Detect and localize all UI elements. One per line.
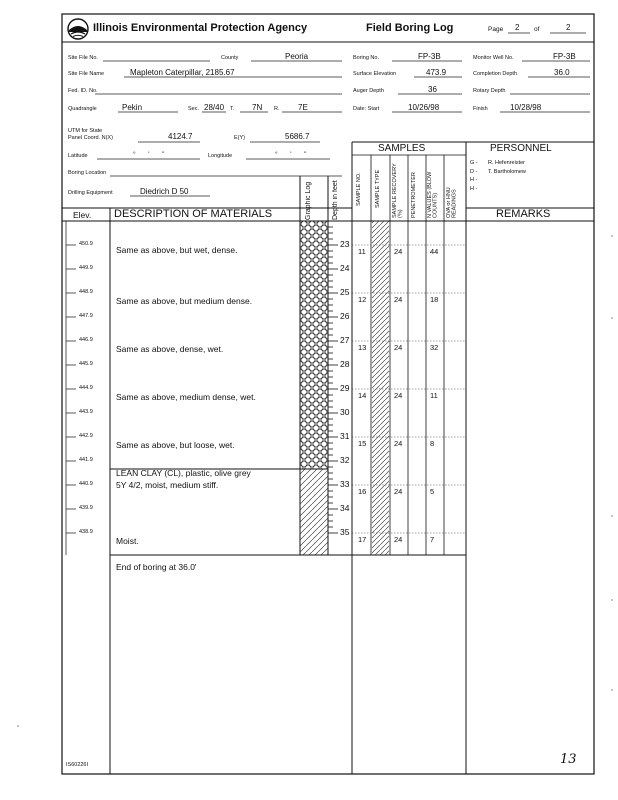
- r-value: 7E: [298, 103, 308, 112]
- elevation-label: 445.9: [79, 361, 93, 367]
- sample-number: 17: [358, 535, 367, 545]
- depth-label: 29: [340, 383, 350, 393]
- sec-value: 28/40: [204, 103, 225, 112]
- depth-label: 31: [340, 431, 350, 441]
- rotary-depth-label: Rotary Depth: [473, 88, 506, 94]
- longitude-degree-mark: ° ' ": [275, 151, 307, 158]
- depth-label: 35: [340, 527, 350, 537]
- n-values-header: N VALUES (BLOW COUNTS): [427, 171, 439, 218]
- personnel-name: T. Bartholomew: [488, 168, 526, 175]
- depth-label: 23: [340, 239, 350, 249]
- description-text: Same as above, but loose, wet.: [116, 439, 235, 450]
- sample-n-value: 18: [430, 295, 439, 305]
- site-file-name-label: Site File Name: [68, 71, 105, 77]
- sample-recovery: 24: [394, 343, 403, 353]
- surface-elevation-label: Surface Elevation: [353, 71, 397, 77]
- sample-number: 13: [358, 343, 367, 353]
- of-label: of: [534, 26, 540, 33]
- description-header: DESCRIPTION OF MATERIALS: [114, 208, 273, 220]
- sample-number: 11: [358, 247, 366, 257]
- panel-coord-label: Panel Coord. N(X): [68, 135, 113, 141]
- quadrangle-label: Quadrangle: [68, 106, 97, 112]
- t-value: 7N: [252, 103, 263, 112]
- personnel-role: D -: [470, 168, 478, 175]
- elevation-label: 439.9: [79, 505, 93, 511]
- elevation-label: 440.9: [79, 481, 93, 487]
- description-text: Moist.: [116, 535, 139, 546]
- elev-header: Elev.: [73, 210, 92, 220]
- completion-depth-label: Completion Depth: [473, 71, 518, 77]
- personnel-header: PERSONNEL: [490, 143, 552, 154]
- longitude-label: Longitude: [208, 153, 233, 159]
- description-text: Same as above, but medium dense.: [116, 295, 253, 306]
- monitor-well-value: FP-3B: [553, 52, 576, 61]
- boring-no-label: Boring No.: [353, 55, 379, 61]
- quadrangle-value: Pekin: [122, 103, 143, 112]
- graphic-log-header: Graphic Log: [305, 181, 312, 220]
- sample-recovery: 24: [394, 391, 403, 401]
- depth-label: 25: [340, 287, 350, 297]
- description-text: End of boring at 36.0': [116, 562, 197, 572]
- depth-label: 33: [340, 479, 350, 489]
- elevation-label: 444.9: [79, 385, 93, 391]
- elevation-label: 442.9: [79, 433, 93, 439]
- boring-location-label: Boring Location: [68, 170, 107, 176]
- fed-id-label: Fed. ID. No.: [68, 88, 98, 94]
- personnel-role: H -: [470, 177, 478, 183]
- personnel-role: H -: [470, 185, 478, 192]
- auger-depth-value: 36: [428, 85, 437, 94]
- depth-label: 26: [340, 311, 350, 321]
- recovery-header: SAMPLE RECOVERY (%): [392, 163, 404, 218]
- latitude-degree-mark: ° ' ": [133, 151, 165, 158]
- boring-no-value: FP-3B: [418, 52, 441, 61]
- elevation-label: 443.9: [79, 409, 93, 415]
- illinois-epa-logo-icon: [67, 18, 89, 40]
- samples-header: SAMPLES: [378, 143, 426, 154]
- site-file-no-label: Site File No.: [68, 55, 98, 61]
- elevation-label: 441.9: [79, 457, 93, 463]
- depth-label: 32: [340, 455, 350, 465]
- finish-label: Finish: [473, 106, 488, 112]
- sample-number: 14: [358, 391, 367, 401]
- page-label: Page: [488, 26, 504, 33]
- sample-recovery: 24: [394, 487, 403, 497]
- page-total: 2: [566, 23, 571, 32]
- elevation-label: 438.9: [79, 529, 93, 535]
- sample-number: 15: [358, 439, 367, 449]
- description-text: Same as above, but wet, dense.: [116, 245, 238, 256]
- sample-n-value: 32: [430, 343, 439, 353]
- form-code: IS60226I: [66, 762, 89, 768]
- sample-no-header: SAMPLE NO.: [356, 172, 362, 206]
- elevation-label: 450.9: [79, 241, 93, 247]
- elevation-label: 447.9: [79, 313, 93, 319]
- depth-label: 27: [340, 335, 350, 345]
- finish-value: 10/28/98: [510, 103, 542, 112]
- sample-recovery: 24: [394, 247, 403, 257]
- monitor-well-label: Monitor Well No.: [473, 55, 514, 61]
- completion-depth-value: 36.0: [554, 68, 570, 77]
- sample-number: 16: [358, 487, 367, 497]
- sample-number: 12: [358, 295, 367, 305]
- personnel-role: G -: [470, 160, 478, 166]
- sample-n-value: 7: [430, 535, 435, 545]
- sample-n-value: 5: [430, 487, 435, 497]
- description-text: Same as above, dense, wet.: [116, 343, 224, 354]
- site-file-name-value: Mapleton Caterpillar, 2185.67: [130, 68, 235, 77]
- depth-label: 24: [340, 263, 350, 273]
- date-start-label: Date: Start: [353, 106, 380, 112]
- r-label: R.: [274, 106, 280, 112]
- sample-recovery: 24: [394, 535, 403, 545]
- ova-header: OVA or HNU READINGS: [446, 187, 458, 218]
- sample-n-value: 11: [430, 391, 438, 401]
- agency-title: Illinois Environmental Protection Agency: [93, 22, 308, 34]
- sample-recovery: 24: [394, 439, 403, 449]
- description-text: LEAN CLAY (CL), plastic, olive grey: [116, 468, 251, 479]
- n-coord-value: 4124.7: [168, 132, 193, 141]
- description-text: Same as above, medium dense, wet.: [116, 391, 256, 402]
- depth-label: 30: [340, 407, 350, 417]
- elevation-label: 448.9: [79, 289, 93, 295]
- remarks-header: REMARKS: [496, 208, 551, 220]
- utm-label: UTM for State: [68, 128, 103, 134]
- county-label: County: [221, 55, 239, 61]
- depth-header: Depth in feet: [332, 180, 339, 220]
- sample-recovery: 24: [394, 295, 403, 305]
- sample-type-header: SAMPLE TYPE: [375, 169, 381, 208]
- page-mark: 13: [560, 752, 577, 767]
- penetrometer-header: PENETROMETER: [411, 172, 417, 218]
- sample-n-value: 44: [430, 247, 439, 257]
- latitude-label: Latitude: [68, 153, 88, 159]
- elevation-label: 449.9: [79, 265, 93, 271]
- log-title: Field Boring Log: [366, 22, 454, 34]
- depth-label: 28: [340, 359, 350, 369]
- drilling-equipment-label: Drilling Equipment: [68, 190, 113, 196]
- date-start-value: 10/26/98: [408, 103, 440, 112]
- page-number: 2: [515, 23, 520, 32]
- e-coord-value: 5686.7: [285, 132, 310, 141]
- e-coord-label: E(Y): [234, 135, 245, 141]
- personnel-name: R. Hefenreister: [488, 160, 525, 166]
- elevation-label: 446.9: [79, 337, 93, 343]
- county-value: Peoria: [285, 52, 309, 61]
- surface-elevation-value: 473.9: [426, 68, 447, 77]
- description-text: 5Y 4/2, moist, medium stiff.: [116, 480, 219, 491]
- auger-depth-label: Auger Depth: [353, 88, 384, 94]
- depth-label: 34: [340, 503, 350, 513]
- drilling-equipment-value: Diedrich D 50: [140, 187, 189, 196]
- t-label: T.: [230, 106, 235, 112]
- sec-label: Sec.: [188, 106, 200, 112]
- sample-n-value: 8: [430, 439, 435, 449]
